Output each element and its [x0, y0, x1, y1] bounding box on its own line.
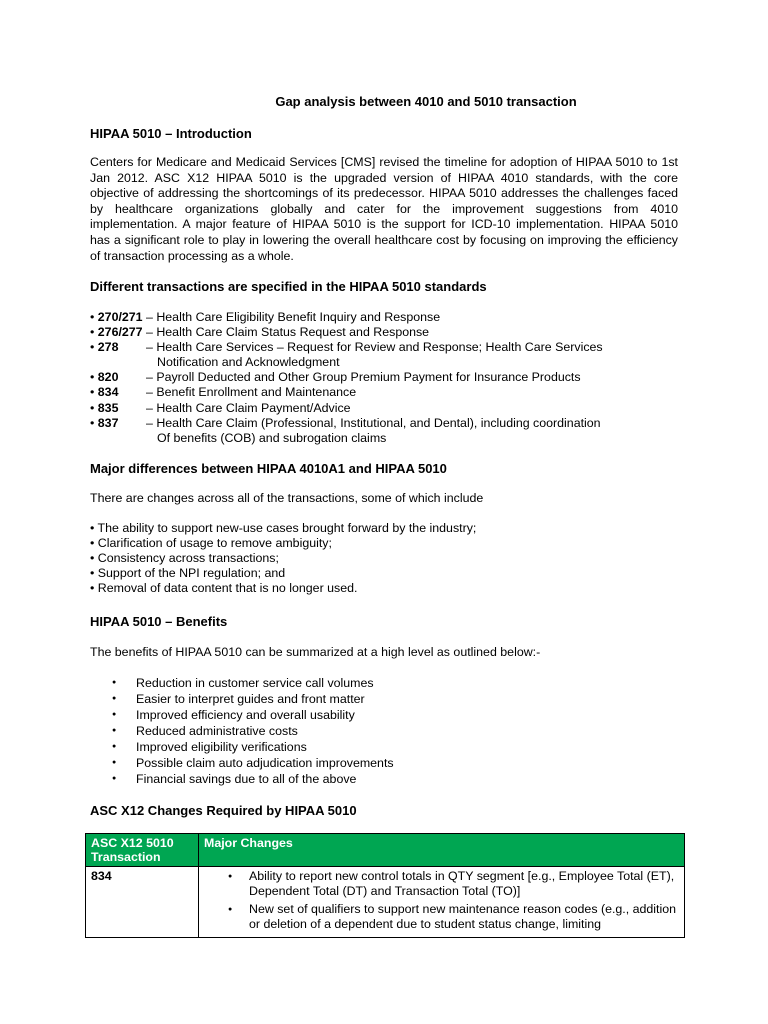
differences-list [90, 521, 476, 596]
transaction-desc: – Benefit Enrollment and Maintenance [146, 385, 357, 400]
benefit-item: ● Possible claim auto adjudication improvements [112, 755, 394, 771]
intro-line: has a significant role to play in lowering the overall healthcare cost by focusing on improving the efficiency [90, 232, 678, 247]
transaction-code: 835 [97, 400, 119, 415]
transaction-desc: – Payroll Deducted and Other Group Premium Payment for Insurance Products [146, 370, 581, 385]
benefit-item: ● Reduction in customer service call volumes [112, 675, 394, 691]
table-cell-changes [199, 867, 685, 938]
transaction-code: 834 [97, 385, 119, 400]
transaction-code: 276/277 [97, 325, 143, 340]
intro-heading: HIPAA 5010 – Introduction [90, 126, 252, 141]
table-header-transaction: ASC X12 5010 Transaction [86, 834, 199, 867]
differences-intro: There are changes across all of the transactions, some of which include [90, 491, 484, 505]
intro-line: implementation. A major feature of HIPAA 5010 is the support for ICD-10 implementation. HIPAA 5010 [90, 217, 678, 232]
benefits-intro: The benefits of HIPAA 5010 can be summarized at a high level as outlined below:- [90, 645, 541, 659]
transaction-desc: – Health Care Eligibility Benefit Inquiry and Response [146, 310, 441, 324]
difference-item: • Removal of data content that is no longer used. [90, 581, 358, 596]
benefit-item: ● Improved efficiency and overall usability [112, 707, 394, 723]
intro-line: Centers for Medicare and Medicaid Services [CMS] revised the timeline for adoption of HIPAA 5010 to 1st [90, 155, 678, 169]
transaction-code: 837 [97, 415, 119, 430]
transaction-code: 278 [97, 340, 119, 355]
change-item: ● New set of qualifiers to support new maintenance reason codes (e.g., addition or deletion of a dependent due to student status change, limiting [204, 902, 679, 935]
intro-line: of transaction processing as a whole. [90, 248, 294, 263]
transaction-desc: – Health Care Claim Payment/Advice [146, 400, 351, 415]
table-cell-code: 834 [86, 867, 199, 938]
asc-heading: ASC X12 Changes Required by HIPAA 5010 [90, 803, 357, 818]
difference-item: • Clarification of usage to remove ambiguity; [90, 536, 332, 551]
benefits-heading: HIPAA 5010 – Benefits [90, 614, 228, 629]
difference-item: • Consistency across transactions; [90, 551, 279, 566]
intro-paragraph [90, 155, 678, 264]
intro-line: by healthcare organizations globally and cater for the improvement suggestions from 4010 [90, 201, 678, 216]
table-row [86, 867, 685, 938]
transaction-desc: – Health Care Claim (Professional, Institutional, and Dental), including coordination [146, 415, 601, 430]
document-title: Gap analysis between 4010 and 5010 transaction [275, 94, 577, 109]
differences-heading: Major differences between HIPAA 4010A1 and HIPAA 5010 [90, 461, 447, 476]
table-header-changes: Major Changes [199, 834, 685, 867]
benefit-item: ● Improved eligibility verifications [112, 739, 394, 755]
benefit-item: ● Easier to interpret guides and front matter [112, 691, 394, 707]
benefits-list [112, 675, 394, 787]
difference-item: • Support of the NPI regulation; and [90, 566, 286, 581]
document-page: Gap analysis between 4010 and 5010 transaction HIPAA 5010 – Introduction Centers for Medicare and Medicaid Services [CMS] revised the timeline for adoption of HIPAA 5010 to 1st Jan 2012. ASC X12 HIPAA 5010 is the upgraded version of HIPAA 4010 standards, with the core objective of addressing the shortcomings of its predecessor. HIPAA 5010 addresses the challenges faced by healthcare organizations globally and cater for the improvement suggestions from 4010 implementation. A major feature of HIPAA 5010 is the support for ICD-10 implementation. HIPAA 5010 has a significant role to play in lowering the overall healthcare cost by focusing on improving the efficiency of transaction processing as a whole. Different transactions are specified in the HIPAA 5010 standards • 270/271 – Health Care Eligibility Benefit Inquiry and Response • 276/277 – Health Care Claim Status Request and Response • 278 – Health Care Services – Request for Review and Response; Health Care Services Notification and Acknowledgment • 820 – Payroll Deducted and Other Group Premium Payment for Insurance Products • 834 – Benefit Enrollment and Maintenance • 835 – Health Care Claim Payment/Advice • 837 – Health Care Claim (Professional, Institutional, and Dental), including coordination Of benefits (COB) and subrogation claims Major differences between HIPAA 4010A1 and HIPAA 5010 There are changes across all of the transactions, some of which include • The ability to support new-use cases brought forward by the industry; • Clarification of usage to remove ambiguity; • Consistency across transactions; • Support of the NPI regulation; and • Removal of data content that is no longer used. HIPAA 5010 – Benefits The benefits of HIPAA 5010 can be summarized at a high level as outlined below:- ● Reduction in customer service call volumes ● Easier to interpret guides and front matter ● Improved efficiency and overall usability ● Reduced administrative costs ● Improved eligibility verifications ● Possible claim auto adjudication improvements ● Financial savings due to all of the above ASC X12 Changes Required by HIPAA 5010 ASC X12 5010 Transaction Major Changes 834 ● Ability to report new control totals in QTY segment [e.g., Employee Total (ET), Dependent Total (DT) and Transaction Total (TO)] ● New set of qualifiers to support new maintenance reason codes (e.g., addition or deletion of a dependent due to student status change, limiting [0, 0, 768, 1024]
transactions-heading: Different transactions are specified in the HIPAA 5010 standards [90, 279, 487, 294]
change-item: ● Ability to report new control totals in QTY segment [e.g., Employee Total (ET), Dependent Total (DT) and Transaction Total (TO)] [204, 869, 679, 902]
transaction-code: 820 [97, 370, 119, 385]
transaction-desc: – Health Care Claim Status Request and Response [146, 325, 430, 340]
difference-item: • The ability to support new-use cases brought forward by the industry; [90, 521, 477, 535]
asc-changes-table [85, 833, 685, 938]
table-header-row [86, 834, 685, 867]
intro-line: Jan 2012. ASC X12 HIPAA 5010 is the upgraded version of HIPAA 4010 standards, with the core [90, 170, 678, 185]
transaction-desc-cont: Notification and Acknowledgment [157, 355, 340, 370]
intro-line: objective of addressing the shortcomings of its predecessor. HIPAA 5010 addresses the challenges faced [90, 186, 678, 201]
transaction-code: 270/271 [97, 310, 143, 324]
benefit-item: ● Financial savings due to all of the above [112, 771, 394, 787]
transaction-desc: – Health Care Services – Request for Review and Response; Health Care Services [146, 340, 603, 355]
benefit-item: ● Reduced administrative costs [112, 723, 394, 739]
transaction-desc-cont: Of benefits (COB) and subrogation claims [157, 430, 387, 445]
